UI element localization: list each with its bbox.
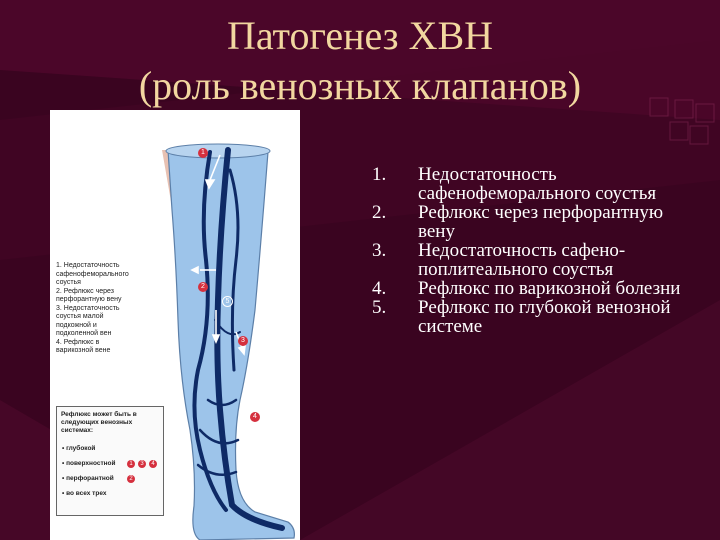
marker-3: 3 [238,336,248,346]
marker-5: 5 [222,296,233,307]
slide-subtitle: (роль венозных клапанов) [138,63,582,108]
caption-line-4: 4. Рефлюкс в варикозной вене [56,338,111,354]
leg-vein-illustration [50,110,300,540]
list-item [372,279,692,298]
legend-item-all: • во всех трех [62,490,107,497]
leg-top-cut [166,144,270,158]
list-text: Недостаточность сафенофеморального соустья [418,164,657,204]
legend-item-perforant: • перфорантной [62,475,114,482]
list-item [372,298,692,336]
legend-marker-2: 2 [127,475,135,483]
list-number: 1. [372,164,387,185]
list-item [372,165,692,203]
list-number: 4. [372,278,387,299]
marker-4: 4 [250,412,260,422]
legend-marker-1: 1 [127,460,135,468]
list-text: Рефлюкс по варикозной болезни [418,278,681,299]
legend-marker-3: 3 [138,460,146,468]
list-number: 3. [372,240,387,261]
list-item [372,203,692,241]
list-number: 5. [372,297,387,318]
figure-legend [56,406,164,516]
legend-label: глубокой [66,445,96,452]
list-item [372,241,692,279]
figure-caption [56,262,136,356]
legend-header: Рефлюкс может быть в следующих венозных системах: [61,411,137,434]
caption-line-3: 3. Недостаточность соустья малой подкожной и подколенной вен [56,304,120,337]
slide-title: Патогенез ХВН [226,13,494,58]
caption-line-2: 2. Рефлюкс через перфорантную вену [56,287,122,303]
legend-label: поверхностной [66,460,116,467]
caption-line-1: 1. Недостаточность сафенофеморального соустья [56,262,129,286]
list-text: Недостаточность сафено-поплитеального соустья [418,240,626,280]
pathogenesis-list [372,165,692,336]
marker-2: 2 [198,282,208,292]
list-text: Рефлюкс по глубокой венозной системе [418,297,671,337]
marker-1: 1 [198,148,208,158]
legend-item-deep: • глубокой [62,445,96,452]
list-number: 2. [372,202,387,223]
list-text: Рефлюкс через перфорантную вену [418,202,664,242]
legend-marker-4: 4 [149,460,157,468]
legend-item-superficial: • поверхностной [62,460,116,467]
legend-label: во всех трех [66,490,107,497]
legend-label: перфорантной [66,475,114,482]
